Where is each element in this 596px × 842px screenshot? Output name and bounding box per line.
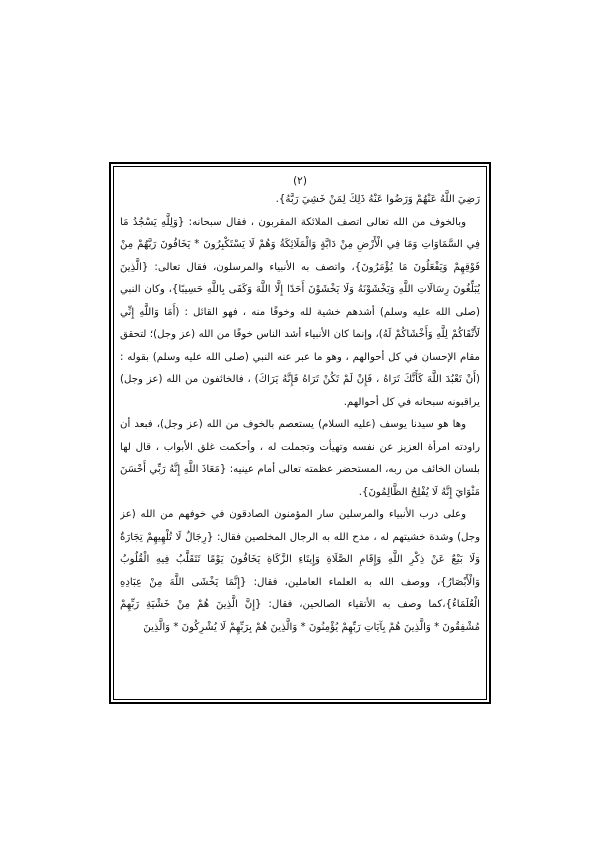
paragraph-1: رَضِيَ اللَّهُ عَنْهُمْ وَرَضُوا عَنْهُ ذَلِكَ لِمَنْ خَشِيَ رَبَّهُ}. xyxy=(275,194,480,205)
paragraph-4: وعلى درب الأنبياء والمرسلين سار المؤمنون الصادقون في خوفهم من الله (عز وجل) وشدة خشيتهم له ، مدح الله به الرجال المخلصين فقال: {رِجَالٌ لَا تُلْهِيهِمْ تِجَارَةٌ وَلَا بَيْعٌ عَنْ ذِكْرِ اللَّهِ وَإِقَامِ الصَّلَاةِ وَإِيتَاءِ الزَّكَاةِ يَخَافُونَ يَوْمًا تَتَقَلَّبُ فِيهِ الْقُلُوبُ وَالْأَبْصَارُ}، ووصف الله به العلماء العاملين، فقال: {إِنَّمَا يَخْشَى اللَّهَ مِنْ عِبَادِهِ الْعُلَمَاءُ}،كما وصف به الأتقياء الصالحين، فقال: {إِنَّ الَّذِينَ هُمْ مِنْ خَشْيَةِ رَبِّهِمْ مُشْفِقُونَ * وَالَّذِينَ هُمْ بِآيَاتِ رَبِّهِمْ يُؤْمِنُونَ * وَالَّذِينَ هُمْ بِرَبِّهِمْ لَا يُشْرِكُونَ * وَالَّذِينَ xyxy=(120,509,480,633)
page-number: (٢) xyxy=(293,175,307,187)
paragraph-2: وبالخوف من الله تعالى اتصف الملائكة المقربون ، فقال سبحانه: {وَلِلَّهِ يَسْجُدُ مَا فِي السَّمَاوَاتِ وَمَا فِي الْأَرْضِ مِنْ دَابَّةٍ وَالْمَلَائِكَةُ وَهُمْ لَا يَسْتَكْبِرُونَ * يَخَافُونَ رَبَّهُمْ مِنْ فَوْقِهِمْ وَيَفْعَلُونَ مَا يُؤْمَرُونَ}، واتصف به الأنبياء والمرسلون، فقال تعالى: {الَّذِينَ يُبَلِّغُونَ رِسَالَاتِ اللَّهِ وَيَخْشَوْنَهُ وَلَا يَخْشَوْنَ أَحَدًا إِلَّا اللَّهَ وَكَفَى بِاللَّهِ حَسِيبًا}، وكان النبي (صلى الله عليه وسلم) أشدهم خشية لله وخوفًا منه ، فهو القائل : (أَمَا وَاللَّهِ إِنِّي لَأَتْقَاكُمْ لِلَّهِ وَأَخْشَاكُمْ لَهُ)، وإنما كان الأنبياء أشد الناس خوفًا من الله (عز وجل)؛ لتحقق مقام الإحسان في كل أحوالهم ، وهو ما عبر عنه النبي (صلى الله عليه وسلم) بقوله : (أَنْ تَعْبُدَ اللَّهَ كَأَنَّكَ تَرَاهُ ، فَإِنْ لَمْ تَكُنْ تَرَاهُ فَإِنَّهُ يَرَاكَ) ، فالخائفون من الله (عز وجل) يراقبونه سبحانه في كل أحوالهم. xyxy=(120,216,480,408)
paragraph-3: وها هو سيدنا يوسف (عليه السلام) يستعصم بالخوف من الله (عز وجل)، فبعد أن راودته امرأة العزيز عن نفسه وتهيأت وتجملت له ، وأحكمت غلق الأبواب ، قال لها بلسان الخائف من ربه، المستحضر عظمته تعالى أمام عينيه: {مَعَاذَ اللَّهِ إِنَّهُ رَبِّي أَحْسَنَ مَثْوَايَ إِنَّهُ لَا يُفْلِحُ الظَّالِمُونَ}. xyxy=(120,419,480,498)
page-content xyxy=(120,172,480,697)
